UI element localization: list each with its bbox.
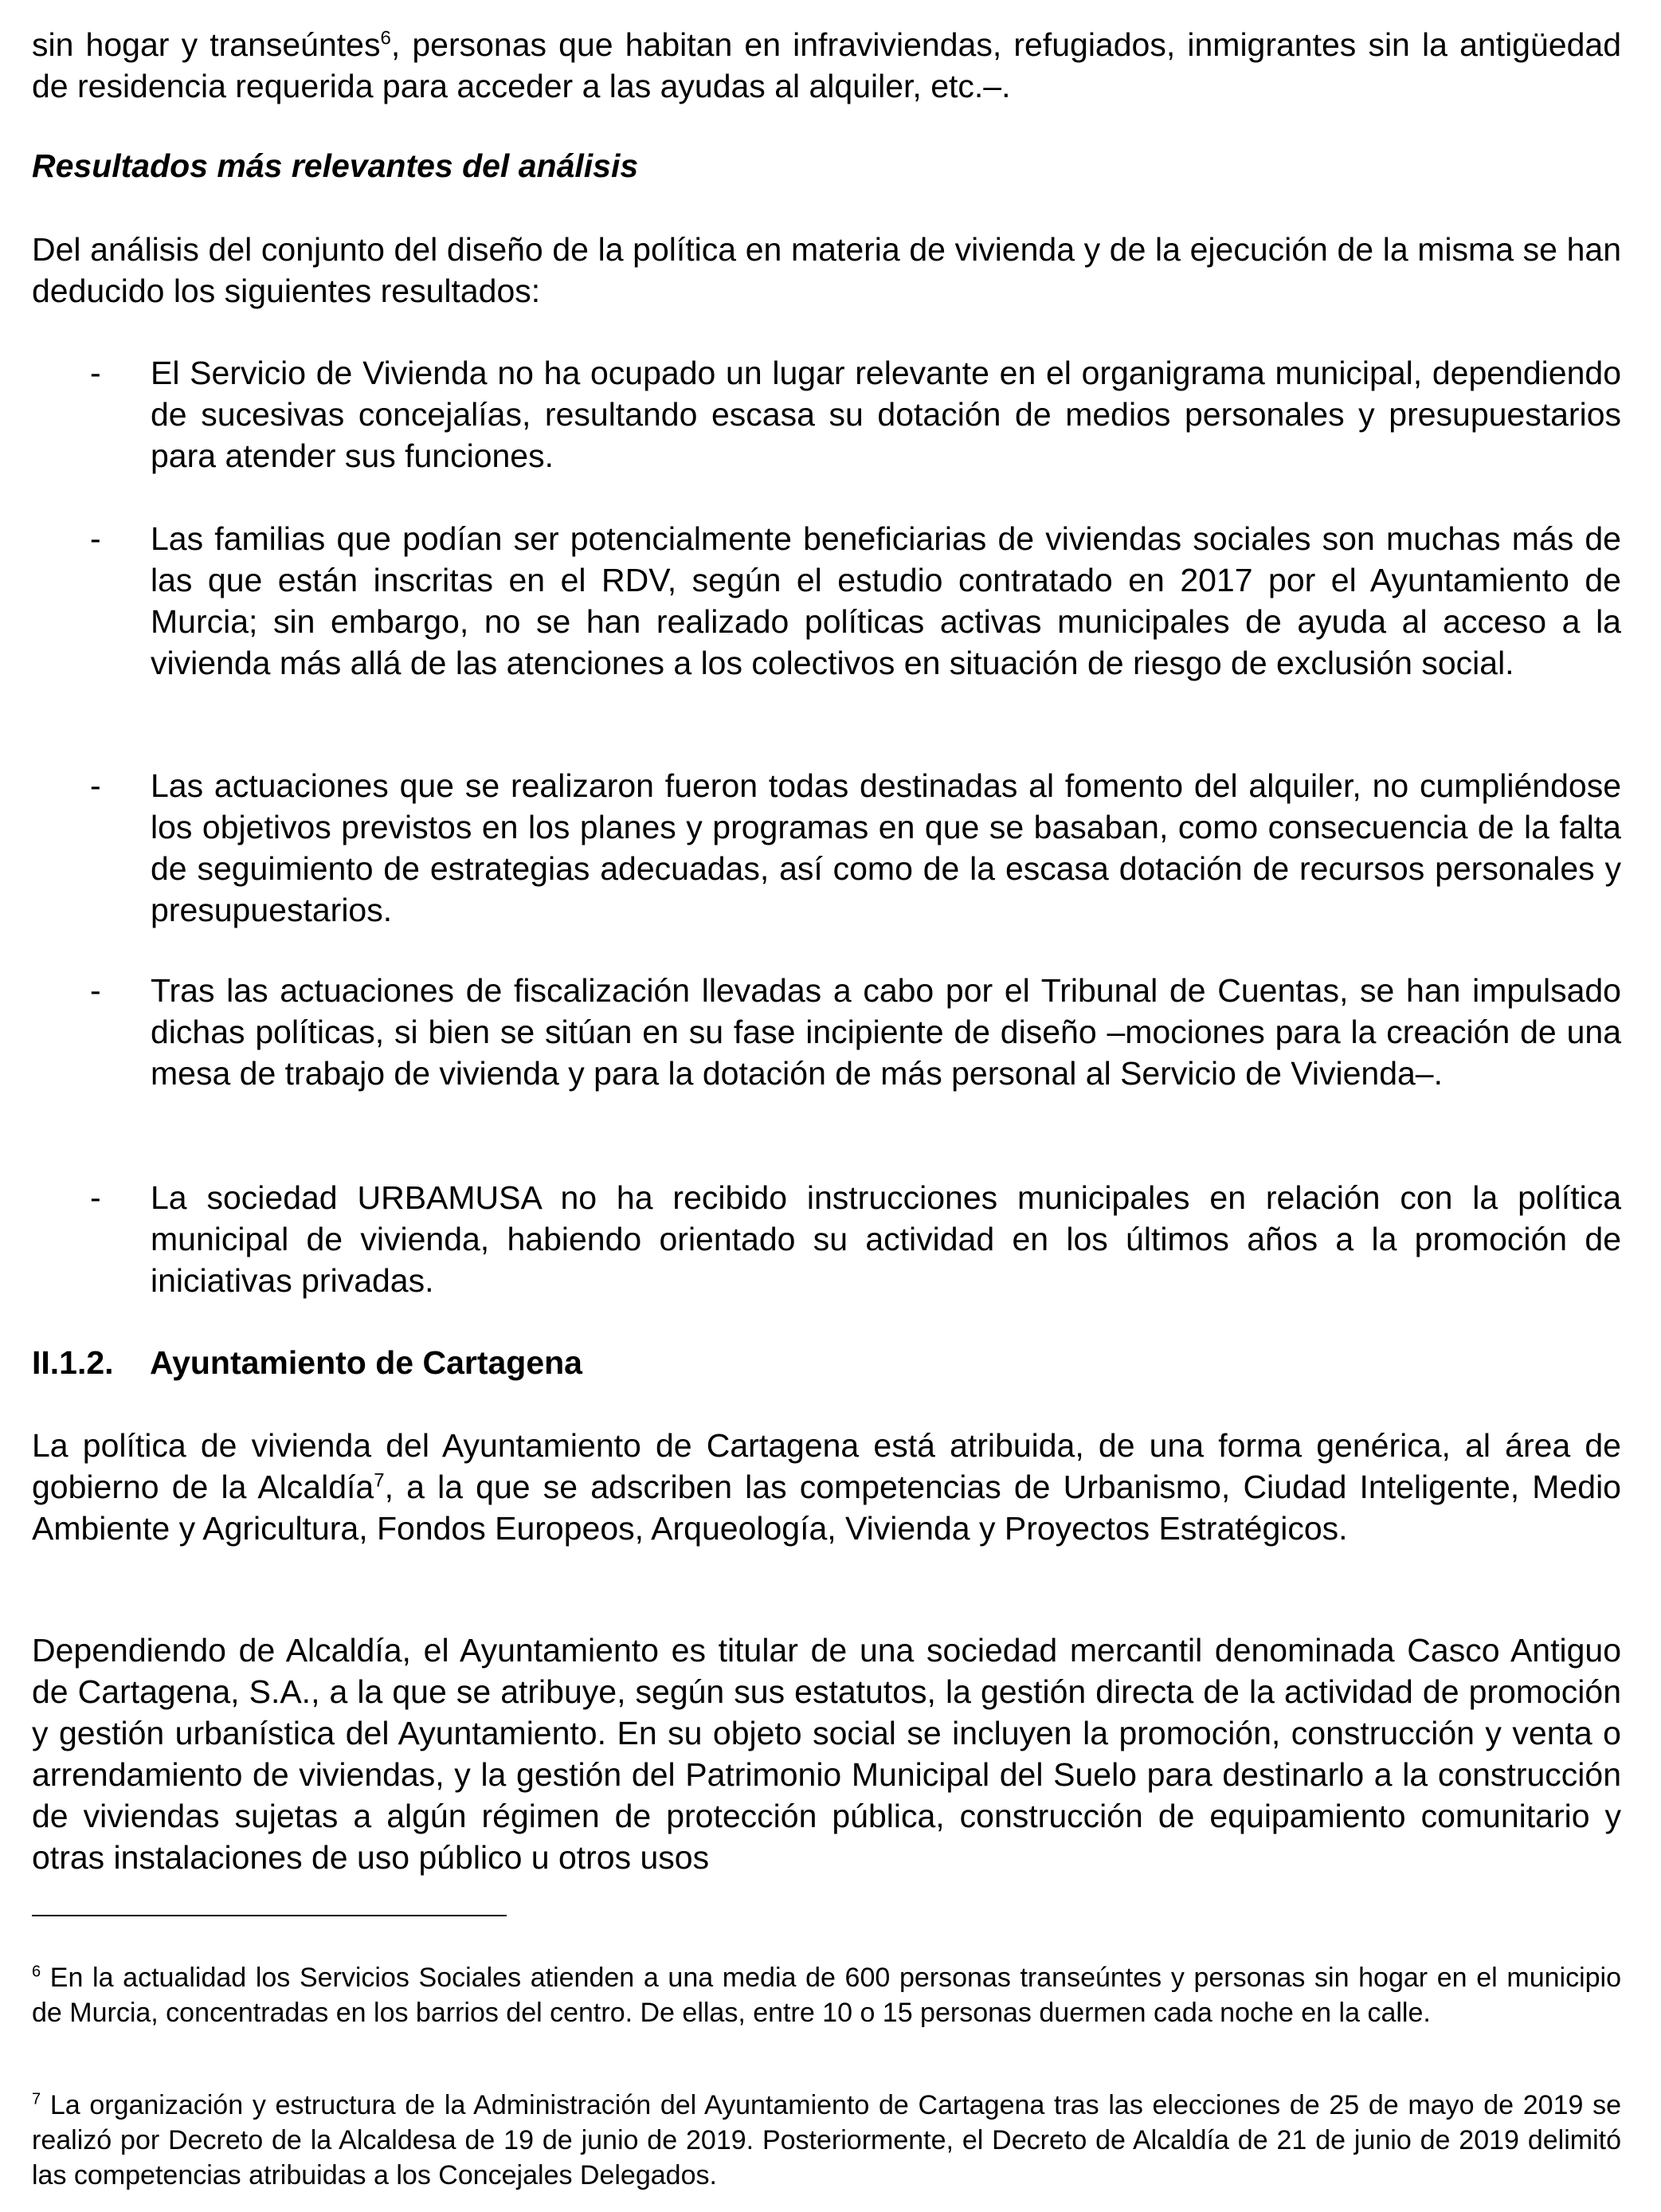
- section-heading: [32, 1342, 1621, 1383]
- footnote-text: La organización y estructura de la Administración del Ayuntamiento de Cartagena tras las elecciones de 25 de mayo de 2019 se realizó por Decreto de la Alcaldesa de 19 de junio de 2019. Posteriormente, el Decreto de Alcaldía de 21 de junio de 2019 delimitó las competencias atribuidas a los Concejales Delegados.: [32, 2090, 1621, 2190]
- footnote-mark: 6: [32, 1963, 41, 1981]
- footnote-text: En la actualidad los Servicios Sociales atienden a una media de 600 personas transeúntes y personas sin hogar en el municipio de Murcia, concentradas en los barrios del centro. De ellas, entre 10 o 15 personas duermen cada noche en la calle.: [32, 1963, 1621, 2028]
- section-p1-text: La política de vivienda del Ayuntamiento de Cartagena está atribuida, de una forma genérica, al área de gobierno de la Alcaldía: [32, 1427, 1621, 1505]
- intro-text: sin hogar y transeúntes: [32, 26, 381, 63]
- footnote-separator: [32, 1915, 507, 1916]
- bullet-dash: -: [90, 1179, 101, 1216]
- section-p1-text-cont: , a la que se adscriben las competencias de Urbanismo, Ciudad Inteligente, Medio Ambiente y Agricultura, Fondos Europeos, Arqueología, Vivienda y Proyectos Estratégicos.: [32, 1469, 1621, 1547]
- results-intro: Del análisis del conjunto del diseño de la política en materia de vivienda y de la ejecución de la misma se han deducido los siguientes resultados:: [32, 231, 1621, 309]
- footnote-6: [32, 1960, 1621, 2030]
- bullet-text: La sociedad URBAMUSA no ha recibido instrucciones municipales en relación con la política municipal de vivienda, habiendo orientado su actividad en los últimos años a la promoción de iniciativas privadas.: [151, 1179, 1621, 1299]
- bullet-dash: -: [90, 520, 101, 557]
- bullet-text: El Servicio de Vivienda no ha ocupado un lugar relevante en el organigrama municipal, dependiendo de sucesivas concejalías, resultando escasa su dotación de medios personales y presupuestarios para atender sus funciones.: [151, 355, 1621, 474]
- footnote-ref-7[interactable]: 7: [374, 1469, 385, 1492]
- bullet-text: Las familias que podían ser potencialmente beneficiarias de viviendas sociales son muchas más de las que están inscritas en el RDV, según el estudio contratado en 2017 por el Ayuntamiento de Murcia; sin embargo, no se han realizado políticas activas municipales de ayuda al acceso a la vivienda más allá de las atenciones a los colectivos en situación de riesgo de exclusión social.: [151, 520, 1621, 681]
- bullet-text: Tras las actuaciones de fiscalización llevadas a cabo por el Tribunal de Cuentas, se han impulsado dichas políticas, si bien se sitúan en su fase incipiente de diseño –mociones para la creación de una mesa de trabajo de vivienda y para la dotación de más personal al Servicio de Vivienda–.: [151, 972, 1621, 1092]
- bullet-dash: -: [90, 355, 101, 391]
- intro-text-cont: , personas que habitan en infraviviendas, refugiados, inmigrantes sin la antigüedad de residencia requerida para acceder a las ayudas al alquiler, etc.–.: [32, 26, 1621, 104]
- footnote-7: [32, 2088, 1621, 2193]
- section-number: II.1.2.: [32, 1344, 114, 1381]
- section-paragraph-2: Dependiendo de Alcaldía, el Ayuntamiento es titular de una sociedad mercantil denominada Casco Antiguo de Cartagena, S.A., a la que se atribuye, según sus estatutos, la gestión directa de la actividad de promoción y gestión urbanística del Ayuntamiento. En su objeto social se incluyen la promoción, construcción y venta o arrendamiento de viviendas, y la gestión del Patrimonio Municipal del Suelo para destinarlo a la construcción de viviendas sujetas a algún régimen de protección pública, construcción de equipamiento comunitario y otras instalaciones de uso público u otros usos: [32, 1632, 1621, 1876]
- intro-paragraph: [32, 24, 1621, 107]
- footnote-ref-6[interactable]: 6: [380, 27, 391, 49]
- bullet-dash: -: [90, 767, 101, 804]
- section-paragraph-1: [32, 1425, 1621, 1549]
- results-heading: Resultados más relevantes del análisis: [32, 147, 639, 184]
- section-title: Ayuntamiento de Cartagena: [150, 1344, 582, 1381]
- footnote-mark: 7: [32, 2090, 41, 2108]
- bullet-dash: -: [90, 972, 101, 1009]
- bullet-text: Las actuaciones que se realizaron fueron todas destinadas al fomento del alquiler, no cumpliéndose los objetivos previstos en los planes y programas en que se basaban, como consecuencia de la falta de seguimiento de estrategias adecuadas, así como de la escasa dotación de recursos personales y presupuestarios.: [151, 767, 1621, 928]
